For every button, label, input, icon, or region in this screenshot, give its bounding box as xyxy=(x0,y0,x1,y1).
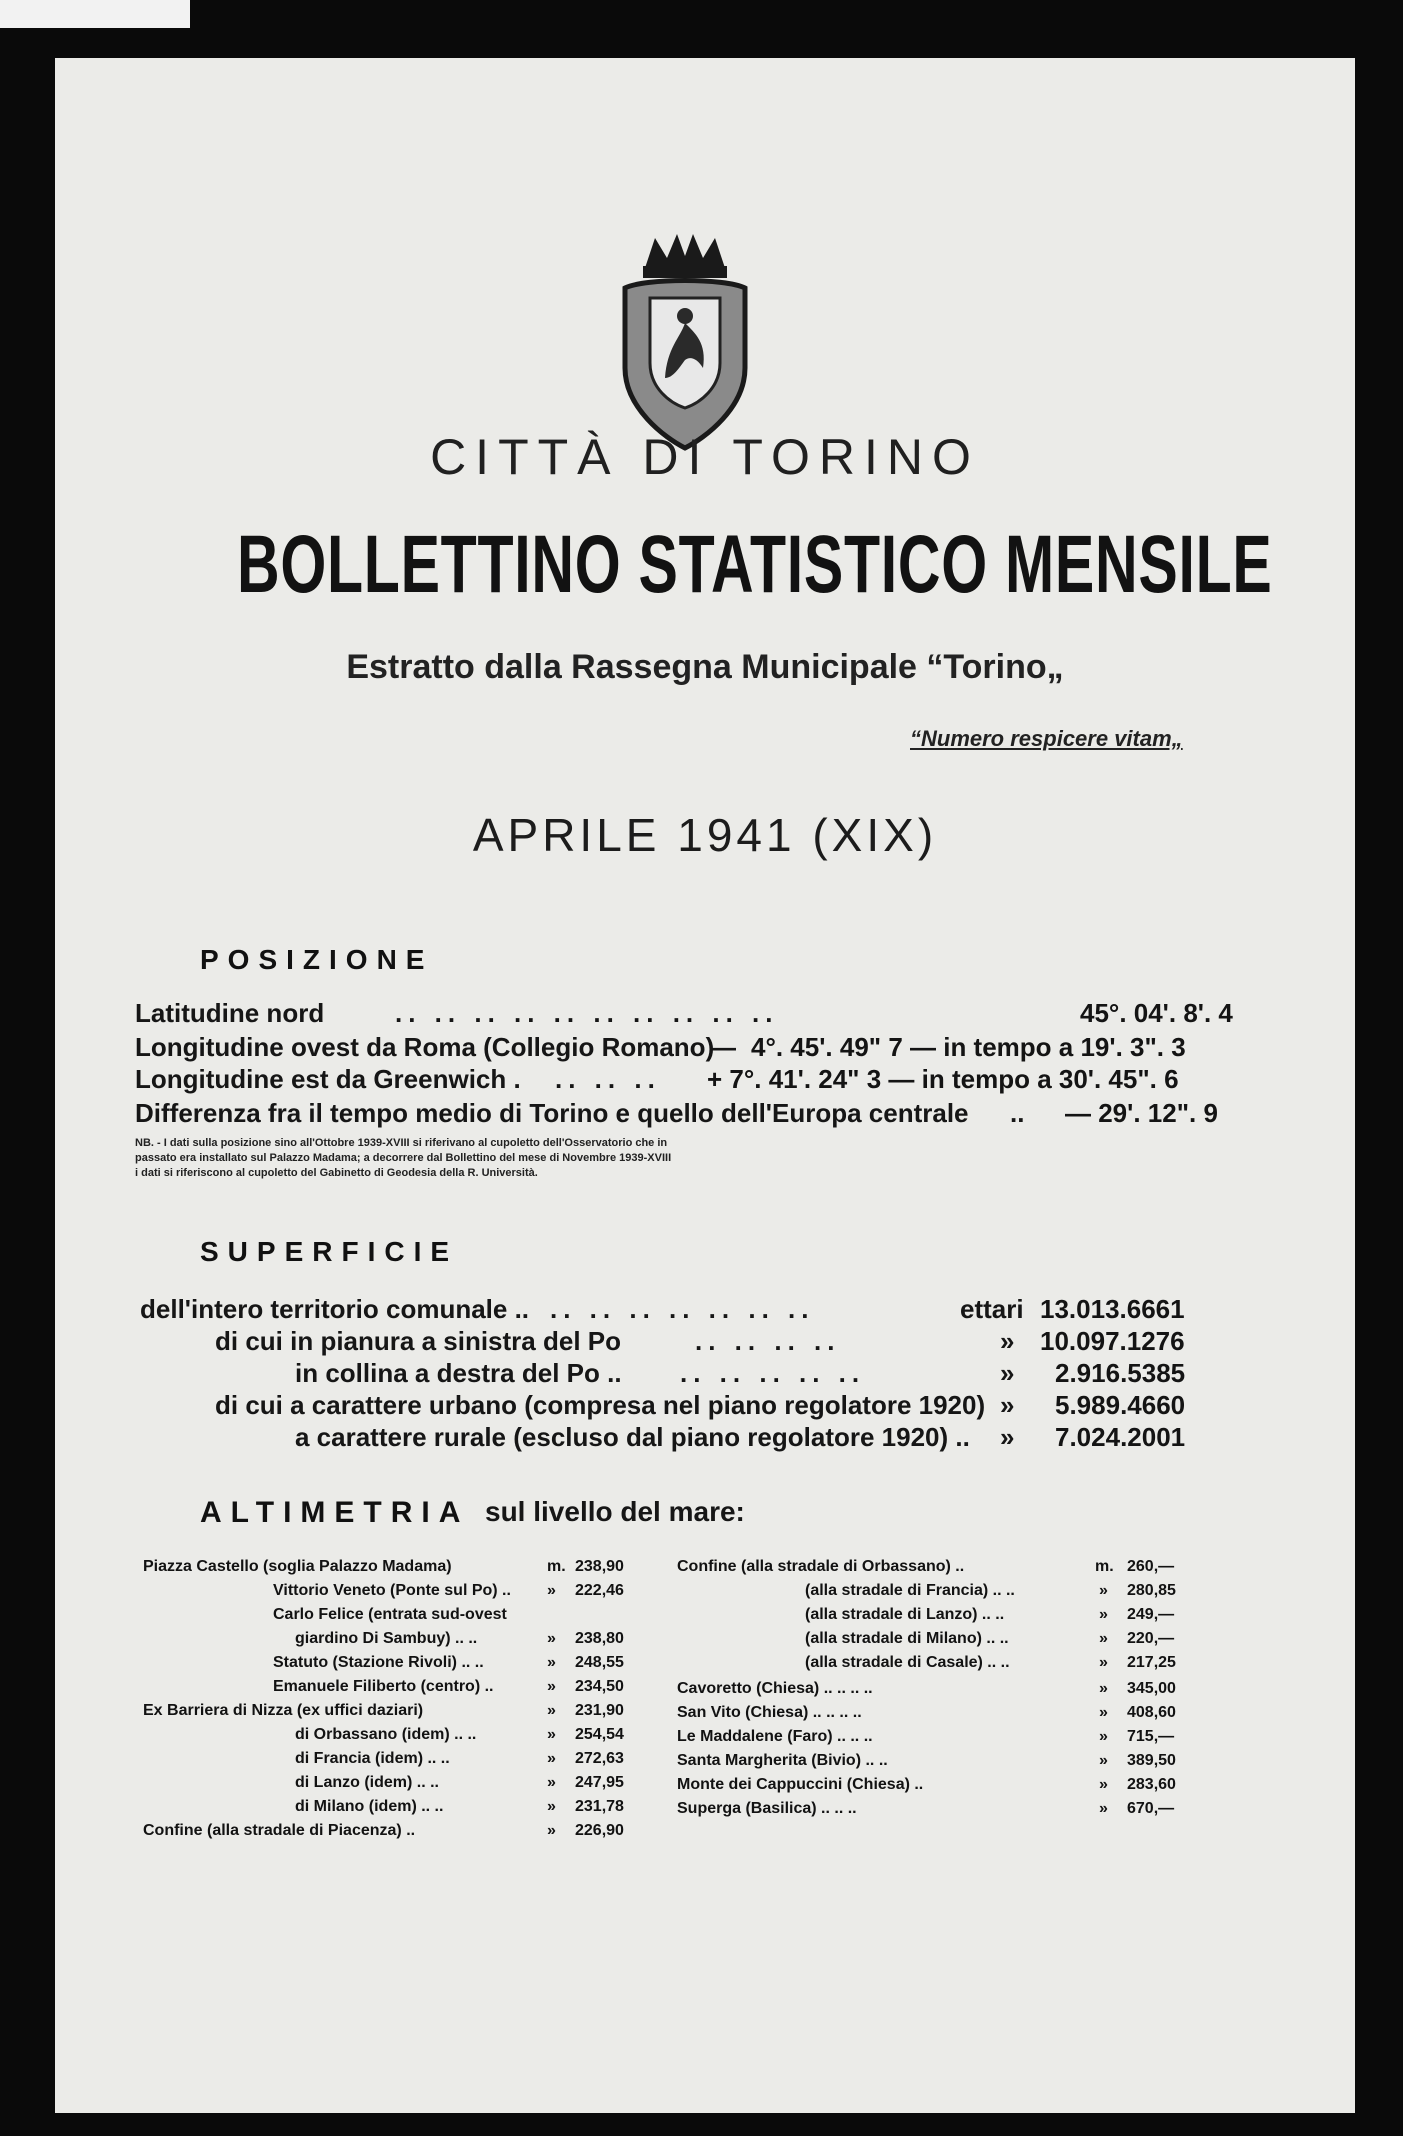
altimetria-left-unit: » xyxy=(547,1582,556,1599)
altimetria-right-value: 220,— xyxy=(1127,1630,1175,1647)
altimetria-left-value: 248,55 xyxy=(575,1654,624,1671)
extract-subtitle: Estratto dalla Rassegna Municipale “Torino„ xyxy=(346,648,1064,686)
altimetria-left-unit: » xyxy=(547,1822,556,1839)
altimetria-left-label: di Lanzo (idem) .. .. xyxy=(295,1774,439,1791)
altimetria-left-unit: » xyxy=(547,1630,556,1647)
superficie-row-value: 2.916.5385 xyxy=(1055,1358,1186,1388)
altimetria-left-label: di Orbassano (idem) .. .. xyxy=(295,1726,477,1743)
superficie-row-value: 5.989.4660 xyxy=(1055,1390,1186,1420)
altimetria-right-unit: » xyxy=(1099,1752,1108,1769)
altimetria-right-value: 249,— xyxy=(1127,1606,1175,1623)
posizione-note-line: passato era installato sul Palazzo Madama; a decorrere dal Bollettino del mese di Novembre 1939-XVIII xyxy=(135,1152,672,1164)
altimetria-right-label: (alla stradale di Francia) .. .. xyxy=(805,1582,1015,1599)
altimetria-left-label: Piazza Castello (soglia Palazzo Madama) xyxy=(143,1558,452,1575)
altimetria-left-unit: » xyxy=(547,1726,556,1743)
posizione-note-line: NB. - I dati sulla posizione sino all'Ottobre 1939-XVIII si riferivano al cupoletto dell'Osservatorio che in xyxy=(135,1137,668,1149)
altimetria-left-unit: » xyxy=(547,1774,556,1791)
superficie-row-value: 7.024.2001 xyxy=(1055,1422,1186,1452)
altimetria-left-unit: » xyxy=(547,1654,556,1671)
altimetria-right-unit: » xyxy=(1099,1630,1108,1647)
altimetria-left-value: 222,46 xyxy=(575,1582,624,1599)
superficie-row-unit: » xyxy=(1000,1326,1015,1356)
superficie-row-dots: .. .. .. .. xyxy=(695,1326,841,1356)
altimetria-right-label: Monte dei Cappuccini (Chiesa) .. xyxy=(677,1776,924,1793)
posizione-row-value: — 29'. 12". 9 xyxy=(1065,1098,1218,1128)
superficie-row-label: a carattere rurale (escluso dal piano regolatore 1920) .. xyxy=(295,1422,970,1452)
altimetria-left-label: Statuto (Stazione Rivoli) .. .. xyxy=(273,1654,484,1671)
altimetria-right-unit: » xyxy=(1099,1800,1108,1817)
superficie-row-dots: .. .. .. .. .. .. .. xyxy=(550,1294,815,1324)
altimetria-left-unit: » xyxy=(547,1798,556,1815)
altimetria-right-value: 260,— xyxy=(1127,1558,1175,1575)
posizione-row-value: 45°. 04'. 8'. 4 xyxy=(1080,998,1233,1028)
altimetria-left-unit: » xyxy=(547,1702,556,1719)
section-heading-superficie: SUPERFICIE xyxy=(200,1236,459,1267)
altimetria-right-unit: » xyxy=(1099,1582,1108,1599)
altimetria-left-label: Carlo Felice (entrata sud-ovest xyxy=(273,1606,507,1623)
altimetria-left-label: di Milano (idem) .. .. xyxy=(295,1798,444,1815)
posizione-row-label: Longitudine ovest da Roma (Collegio Romano) xyxy=(135,1032,715,1062)
altimetria-right-unit: » xyxy=(1099,1728,1108,1745)
altimetria-right-unit: m. xyxy=(1095,1558,1114,1575)
altimetria-left-value: 231,90 xyxy=(575,1702,624,1719)
posizione-row-dots: — xyxy=(710,1032,736,1062)
altimetria-left-unit: m. xyxy=(547,1558,566,1575)
altimetria-left-value: 238,90 xyxy=(575,1558,624,1575)
altimetria-left-value: 272,63 xyxy=(575,1750,624,1767)
altimetria-subheading: sul livello del mare: xyxy=(485,1496,745,1527)
section-heading-altimetria: ALTIMETRIA xyxy=(200,1496,470,1529)
altimetria-left-unit: » xyxy=(547,1750,556,1767)
superficie-row-label: dell'intero territorio comunale .. xyxy=(140,1294,530,1324)
superficie-row-label: di cui a carattere urbano (compresa nel piano regolatore 1920) xyxy=(215,1390,986,1420)
altimetria-right-label: San Vito (Chiesa) .. .. .. .. xyxy=(677,1704,862,1721)
altimetria-right-value: 345,00 xyxy=(1127,1680,1176,1697)
posizione-row-value: 4°. 45'. 49" 7 — in tempo a 19'. 3". 3 xyxy=(751,1032,1186,1062)
altimetria-right-unit: » xyxy=(1099,1680,1108,1697)
altimetria-right-label: (alla stradale di Milano) .. .. xyxy=(805,1630,1009,1647)
document-title: BOLLETTINO STATISTICO MENSILE xyxy=(236,519,1273,610)
posizione-row-dots: .. .. .. .. .. .. .. .. .. .. xyxy=(395,998,779,1028)
altimetria-left-unit: » xyxy=(547,1678,556,1695)
altimetria-right-label: Le Maddalene (Faro) .. .. .. xyxy=(677,1728,873,1745)
superficie-row-unit: » xyxy=(1000,1422,1015,1452)
motto: “Numero respicere vitam„ xyxy=(910,726,1183,751)
superficie-row-unit: » xyxy=(1000,1358,1015,1388)
altimetria-left-value: 226,90 xyxy=(575,1822,624,1839)
superficie-row-unit: ettari xyxy=(960,1294,1024,1324)
altimetria-right-value: 389,50 xyxy=(1127,1752,1176,1769)
altimetria-left-label: di Francia (idem) .. .. xyxy=(295,1750,450,1767)
posizione-row-value: + 7°. 41'. 24" 3 — in tempo a 30'. 45". 6 xyxy=(707,1064,1179,1094)
altimetria-left-value: 254,54 xyxy=(575,1726,624,1743)
altimetria-right-value: 280,85 xyxy=(1127,1582,1176,1599)
posizione-row-dots: .. .. .. xyxy=(555,1064,661,1094)
altimetria-left-label: Vittorio Veneto (Ponte sul Po) .. xyxy=(273,1582,511,1599)
altimetria-left-label: Confine (alla stradale di Piacenza) .. xyxy=(143,1822,416,1839)
altimetria-left-value: 231,78 xyxy=(575,1798,624,1815)
altimetria-right-label: Cavoretto (Chiesa) .. .. .. .. xyxy=(677,1680,873,1697)
superficie-row-label: in collina a destra del Po .. xyxy=(295,1358,622,1388)
issue-month: APRILE 1941 (XIX) xyxy=(472,809,938,861)
posizione-note-line: i dati si riferiscono al cupoletto del Gabinetto di Geodesia della R. Università. xyxy=(135,1167,538,1179)
posizione-row-label: Latitudine nord xyxy=(135,998,325,1028)
superficie-row-dots: .. .. .. .. .. xyxy=(680,1358,866,1388)
altimetria-right-unit: » xyxy=(1099,1776,1108,1793)
coat-of-arms-icon xyxy=(605,228,765,458)
city-name: CITTÀ DI TORINO xyxy=(430,429,980,485)
altimetria-right-label: (alla stradale di Casale) .. .. xyxy=(805,1654,1010,1671)
altimetria-left-value: 238,80 xyxy=(575,1630,624,1647)
altimetria-left-label: Emanuele Filiberto (centro) .. xyxy=(273,1678,494,1695)
altimetria-right-value: 408,60 xyxy=(1127,1704,1176,1721)
superficie-row-value: 10.097.1276 xyxy=(1040,1326,1185,1356)
altimetria-left-label: Ex Barriera di Nizza (ex uffici daziari) xyxy=(143,1702,424,1719)
superficie-row-unit: » xyxy=(1000,1390,1015,1420)
posizione-row-label: Longitudine est da Greenwich . xyxy=(135,1064,521,1094)
altimetria-right-value: 670,— xyxy=(1127,1800,1175,1817)
altimetria-right-label: Confine (alla stradale di Orbassano) .. xyxy=(677,1558,965,1575)
altimetria-right-unit: » xyxy=(1099,1654,1108,1671)
altimetria-left-label: giardino Di Sambuy) .. .. xyxy=(295,1630,478,1647)
posizione-row-dots: .. xyxy=(1010,1098,1025,1128)
altimetria-right-label: Superga (Basilica) .. .. .. xyxy=(677,1800,857,1817)
section-heading-posizione: POSIZIONE xyxy=(200,944,434,975)
altimetria-right-value: 715,— xyxy=(1127,1728,1175,1745)
altimetria-right-unit: » xyxy=(1099,1704,1108,1721)
altimetria-right-label: (alla stradale di Lanzo) .. .. xyxy=(805,1606,1005,1623)
film-edge-tab xyxy=(0,0,190,28)
altimetria-right-unit: » xyxy=(1099,1606,1108,1623)
altimetria-left-value: 247,95 xyxy=(575,1774,624,1791)
document-page xyxy=(55,58,1355,2113)
altimetria-left-value: 234,50 xyxy=(575,1678,624,1695)
altimetria-right-value: 283,60 xyxy=(1127,1776,1176,1793)
posizione-row-label: Differenza fra il tempo medio di Torino e quello dell'Europa centrale xyxy=(135,1098,969,1128)
altimetria-right-value: 217,25 xyxy=(1127,1654,1176,1671)
superficie-row-label: di cui in pianura a sinistra del Po xyxy=(215,1326,621,1356)
superficie-row-value: 13.013.6661 xyxy=(1040,1294,1185,1324)
altimetria-right-label: Santa Margherita (Bivio) .. .. xyxy=(677,1752,888,1769)
